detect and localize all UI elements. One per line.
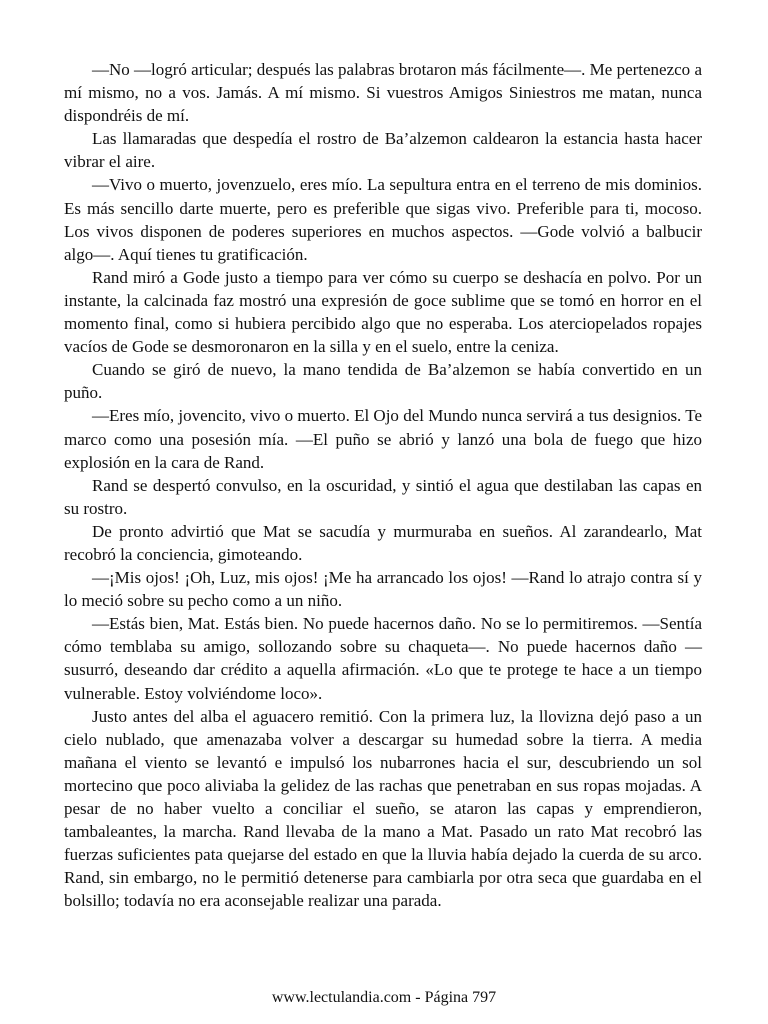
- paragraph-4: Rand miró a Gode justo a tiempo para ver cómo su cuerpo se deshacía en polvo. Por un instante, la calcinada faz mostró una expresión de goce sublime que se tomó en horror en el momento final, como si hubiera percibido algo que no esperaba. Los aterciopelados ropajes vacíos de Gode se desmoronaron en la silla y en el suelo, entre la ceniza.: [64, 267, 702, 357]
- paragraph-10: —Estás bien, Mat. Estás bien. No puede hacernos daño. No se lo permitiremos. —Sentía cómo temblaba su amigo, sollozando sobre su chaqueta—. No puede hacernos daño —susurró, deseando dar crédito a aquella afirmación. «Lo que te protege te hace a un tiempo vulnerable. Estoy volviéndome loco».: [64, 614, 702, 703]
- page-body: [64, 58, 702, 912]
- paragraph-11: Justo antes del alba el aguacero remitió. Con la primera luz, la llovizna dejó paso a un cielo nublado, que amenazaba volver a descargar su humedad sobre la tierra. A media mañana el viento se levantó e impulsó los nubarrones hacia el sur, descubriendo un sol mortecino que poco aliviaba la gelidez de las rachas que penetraban en sus ropas mojadas. A pesar de no haber vuelto a conciliar el sueño, se ataron las capas y emprendieron, tambaleantes, la marcha. Rand llevaba de la mano a Mat. Pasado un rato Mat recobró las fuerzas suficientes pata quejarse del estado en que la lluvia había dejado la cuerda de su arco. Rand, sin embargo, no le permitió detenerse para cambiarla por otra seca que guardaba en el bolsillo; todavía no era aconsejable realizar una parada.: [64, 706, 702, 911]
- paragraph-8: De pronto advirtió que Mat se sacudía y murmuraba en sueños. Al zarandearlo, Mat recobró la conciencia, gimoteando.: [64, 521, 702, 564]
- paragraph-9: —¡Mis ojos! ¡Oh, Luz, mis ojos! ¡Me ha arrancado los ojos! —Rand lo atrajo contra sí y lo meció sobre su pecho como a un niño.: [64, 568, 702, 611]
- paragraph-2: Las llamaradas que despedía el rostro de Ba’alzemon caldearon la estancia hasta hacer vibrar el aire.: [64, 129, 702, 172]
- page-footer: www.lectulandia.com - Página 797: [271, 989, 497, 1006]
- paragraph-1: —No —logró articular; después las palabras brotaron más fácilmente—. Me pertenezco a mí mismo, no a vos. Jamás. A mí mismo. Si vuestros Amigos Siniestros me matan, nunca dispondréis de mí.: [64, 60, 702, 126]
- paragraph-5: Cuando se giró de nuevo, la mano tendida de Ba’alzemon se había convertido en un puño.: [64, 360, 702, 403]
- paragraph-3: —Vivo o muerto, jovenzuelo, eres mío. La sepultura entra en el terreno de mis dominios. Es más sencillo darte muerte, pero es preferible que sigas vivo. Preferible para ti, mocoso. Los vivos disponen de poderes superiores en muchos aspectos. —Gode volvió a balbucir algo—. Aquí tienes tu gratificación.: [64, 175, 702, 264]
- paragraph-6: —Eres mío, jovencito, vivo o muerto. El Ojo del Mundo nunca servirá a tus designios. Te marco como una posesión mía. —El puño se abrió y lanzó una bola de fuego que hizo explosión en la cara de Rand.: [64, 406, 702, 472]
- paragraph-7: Rand se despertó convulso, en la oscuridad, y sintió el agua que destilaban las capas en su rostro.: [64, 475, 702, 518]
